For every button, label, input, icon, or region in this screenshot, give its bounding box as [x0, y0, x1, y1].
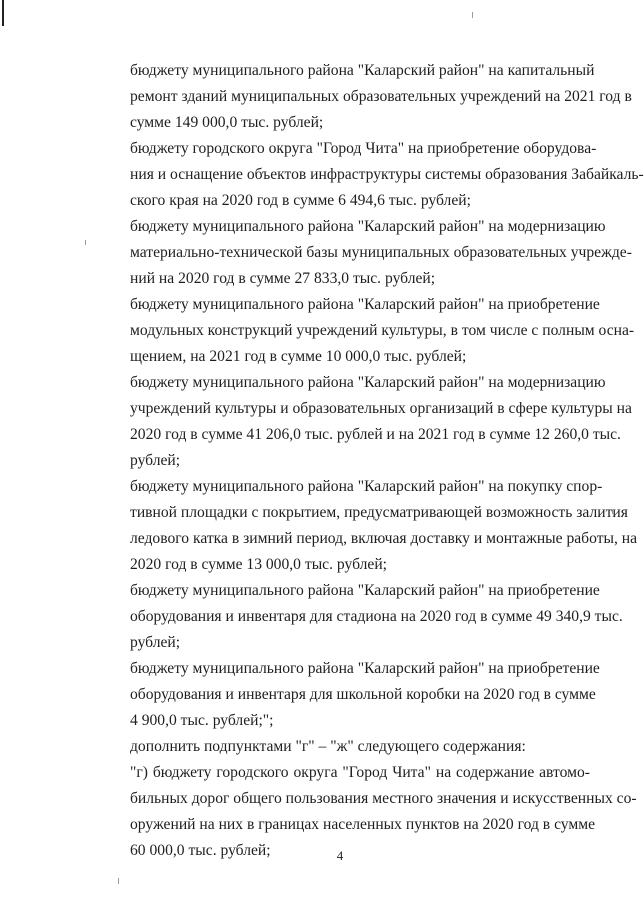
paragraph-line: бильных дорог общего пользования местного значения и искусственных со-: [130, 790, 637, 807]
paragraph-line: тивной площадки с покрытием, предусматривающей возможность залития: [130, 504, 628, 521]
paragraph-line: 2020 год в сумме 13 000,0 тыс. рублей;: [130, 556, 387, 573]
paragraph-line: бюджету муниципального района "Каларский район" на модернизацию: [130, 218, 606, 235]
paragraph: [90, 578, 623, 656]
paragraph-line: ний на 2020 год в сумме 27 833,0 тыс. рублей;: [130, 270, 436, 287]
paragraph-line: оружений на них в границах населенных пунктов на 2020 год в сумме: [130, 816, 596, 833]
paragraph: [90, 214, 632, 292]
paragraph-line: модульных конструкций учреждений культуры, в том числе с полным осна-: [130, 322, 635, 339]
paragraph-line: 4 900,0 тыс. рублей;";: [130, 712, 274, 729]
paragraph-line: 2020 год в сумме 41 206,0 тыс. рублей и на 2021 год в сумме 12 260,0 тыс.: [130, 426, 621, 443]
paragraph-line: учреждений культуры и образовательных организаций в сфере культуры на: [130, 400, 632, 417]
paragraph-line: ремонт зданий муниципальных образовательных учреждений на 2021 год в: [130, 88, 632, 105]
paragraph-line: сумме 149 000,0 тыс. рублей;: [130, 114, 324, 131]
paragraph-line: дополнить подпунктами "г" – "ж" следующего содержания:: [130, 738, 526, 755]
page-number: 4: [336, 848, 344, 863]
paragraph-line: материально-технической базы муниципальных образовательных учрежде-: [130, 244, 632, 261]
paragraph-line: ского края на 2020 год в сумме 6 494,6 тыс. рублей;: [130, 192, 471, 209]
paragraph-line: бюджету муниципального района "Каларский район" на приобретение: [130, 296, 600, 313]
paragraph-line: "г) бюджету городского округа "Город Чита" на содержание автомо-: [130, 764, 590, 781]
paragraph: [90, 136, 644, 214]
paragraph-line: щением, на 2021 год в сумме 10 000,0 тыс. рублей;: [130, 348, 467, 365]
paragraph-line: бюджету муниципального района "Каларский район" на капитальный: [130, 62, 595, 79]
paragraph: [90, 370, 632, 474]
paragraph: [90, 656, 600, 734]
paragraph-line: рублей;: [130, 452, 181, 469]
paragraph-line: оборудования и инвентаря для стадиона на 2020 год в сумме 49 340,9 тыс.: [130, 608, 623, 625]
document-body: [90, 58, 644, 864]
paragraph-line: рублей;: [130, 634, 181, 651]
scan-margin-mark: [2, 0, 4, 26]
scan-speck: [472, 12, 473, 18]
paragraph-line: оборудования и инвентаря для школьной коробки на 2020 год в сумме: [130, 686, 596, 703]
paragraph: [90, 734, 590, 760]
scan-speck: [118, 878, 119, 884]
paragraph-line: ледового катка в зимний период, включая доставку и монтажные работы, на: [130, 530, 638, 547]
paragraph-line: ния и оснащение объектов инфраструктуры системы образования Забайкаль-: [130, 166, 644, 183]
paragraph-line: бюджету муниципального района "Каларский район" на приобретение: [130, 660, 600, 677]
paragraph: [90, 58, 632, 136]
scan-speck: [85, 240, 86, 245]
paragraph-line: бюджету муниципального района "Каларский район" на приобретение: [130, 582, 600, 599]
paragraph-line: бюджету муниципального района "Каларский район" на модернизацию: [130, 374, 606, 391]
paragraph: [90, 474, 638, 578]
paragraph: [90, 292, 635, 370]
paragraph-line: бюджету городского округа "Город Чита" на приобретение оборудова-: [130, 140, 597, 157]
paragraph-line: бюджету муниципального района "Каларский район" на покупку спор-: [130, 478, 603, 495]
paragraph-line: 60 000,0 тыс. рублей;: [130, 842, 271, 859]
